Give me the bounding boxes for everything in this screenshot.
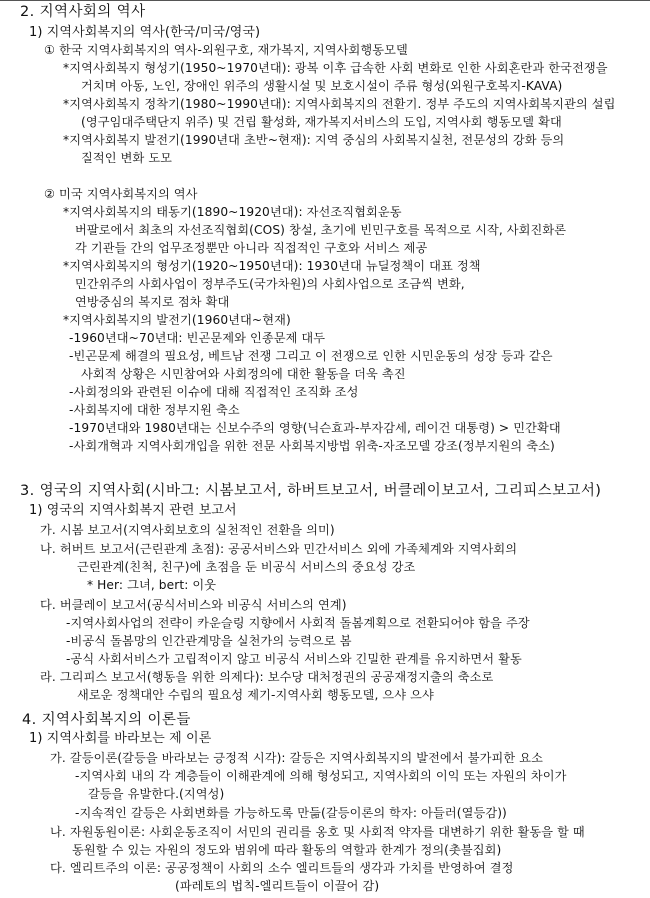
subheading-theories: 1) 지역사회를 바라보는 제 이론 bbox=[29, 731, 212, 746]
text-line: 버팔로에서 최초의 자선조직협회(COS) 창설, 초기에 빈민구호를 목적으로 시작, 사회진화론 bbox=[75, 223, 567, 237]
text-line: 나. 자원동원이론: 사회운동조직이 서민의 권리를 옹호 및 사회적 약자를 대변하기 위한 활동을 할 때 bbox=[50, 825, 585, 839]
text-line: *지역사회복지 형성기(1950~1970년대): 광복 이후 급속한 사회 변화로 인한 사회혼란과 한국전쟁을 bbox=[63, 61, 608, 75]
text-line: *지역사회복지 정착기(1980~1990년대): 지역사회복지의 전환기. 정부 주도의 지역사회복지관의 설립 bbox=[63, 97, 616, 111]
text-line: -공식 사회서비스가 고립적이지 않고 비공식 서비스와 긴밀한 관계를 유지하면서 활동 bbox=[66, 652, 522, 666]
text-line: 동원할 수 있는 자원의 정도와 범위에 따라 활동의 역할과 한계가 정의(촛불집회) bbox=[72, 843, 502, 857]
text-line: 연방중심의 복지로 점차 확대 bbox=[75, 295, 230, 309]
text-line: -지역사회사업의 전략이 카운슬링 지향에서 사회적 돌봄계획으로 전환되어야 함을 주장 bbox=[66, 616, 530, 630]
text-line: 라. 그리피스 보고서(행동을 위한 의제다): 보수당 대처정권의 공공재정지출의 축소로 bbox=[40, 670, 494, 684]
text-line: 다. 버클레이 보고서(공식서비스와 비공식 서비스의 연계) bbox=[40, 598, 347, 612]
item-us-history: ② 미국 지역사회복지의 역사 bbox=[44, 187, 198, 201]
text-line: -사회정의와 관련된 이슈에 대해 직접적인 조직화 조성 bbox=[69, 385, 359, 399]
text-line: 질적인 변화 도모 bbox=[81, 151, 173, 165]
text-line: *지역사회복지 발전기(1990년대 초반~현재): 지역 중심의 사회복지실천, 전문성의 강화 등의 bbox=[63, 133, 565, 147]
section-heading-theories: 4. 지역사회복지의 이론들 bbox=[22, 712, 191, 728]
text-line: 근린관계(친척, 친구)에 초점을 둔 비공식 서비스의 중요성 강조 bbox=[77, 560, 416, 574]
text-line: -지역사회 내의 각 계층들이 이해관계에 의해 형성되고, 지역사회의 이익 또는 자원의 차이가 bbox=[75, 769, 567, 783]
item-korea-history: ① 한국 지역사회복지의 역사-외원구호, 재가복지, 지역사회행동모델 bbox=[44, 43, 408, 57]
text-line: 각 기관들 간의 업무조정뿐만 아니라 직접적인 구호와 서비스 제공 bbox=[75, 241, 428, 255]
text-line: -사회복지에 대한 정부지원 축소 bbox=[69, 403, 240, 417]
text-line: 가. 시봄 보고서(지역사회보호의 실천적인 전환을 의미) bbox=[40, 523, 335, 537]
text-line: -1970년대와 1980년대는 신보수주의 영향(닉슨효과-부자감세, 레이건 대통령) > 민간확대 bbox=[69, 421, 561, 435]
text-line: 갈등을 유발한다.(지역성) bbox=[88, 787, 225, 801]
text-line: -1960년대~70년대: 빈곤문제와 인종문제 대두 bbox=[69, 331, 326, 345]
text-line: *지역사회복지의 태동기(1890~1920년대): 자선조직협회운동 bbox=[63, 205, 402, 219]
text-line: 나. 허버트 보고서(근린관계 초점): 공공서비스와 민간서비스 외에 가족체계와 지역사회의 bbox=[40, 542, 518, 556]
text-line: 거치며 아동, 노인, 장애인 위주의 생활시설 및 보호시설이 주류 형성(외원구호복지-KAVA) bbox=[81, 79, 563, 93]
text-line: -지속적인 갈등은 사회변화를 가능하도록 만듦(갈등이론의 학자: 아들러(열등감)) bbox=[75, 806, 507, 820]
text-line: (영구임대주택단지 위주) 및 건립 활성화, 재가복지서비스의 도입, 지역사회 행동모델 확대 bbox=[81, 115, 562, 129]
text-line: -빈곤문제 해결의 필요성, 베트남 전쟁 그리고 이 전쟁으로 인한 시민운동의 성장 등과 같은 bbox=[69, 349, 553, 363]
text-line: (파레토의 법칙-엘리트들이 이끌어 감) bbox=[175, 879, 380, 893]
text-line: -비공식 돌봄망의 인간관계망을 실천가의 능력으로 봄 bbox=[66, 634, 352, 648]
text-line: 민간위주의 사회사업이 정부주도(국가차원)의 사회사업으로 조금씩 변화, bbox=[75, 277, 465, 291]
section-heading-uk: 3. 영국의 지역사회(시바그: 시봄보고서, 하버트보고서, 버클레이보고서, 그리피스보고서) bbox=[20, 483, 602, 499]
section-heading-history: 2. 지역사회의 역사 bbox=[20, 4, 146, 20]
text-line: 새로운 정책대안 수립의 필요성 제기-지역사회 행동모델, 으샤 으샤 bbox=[77, 688, 434, 702]
subheading-regional-welfare-history: 1) 지역사회복지의 역사(한국/미국/영국) bbox=[29, 25, 261, 40]
text-line: *지역사회복지의 발전기(1960년대~현재) bbox=[63, 313, 291, 327]
text-line: * Her: 그녀, bert: 이웃 bbox=[87, 578, 217, 592]
text-line: -사회개혁과 지역사회개입을 위한 전문 사회복지방법 위축-자조모델 강조(정부지원의 축소) bbox=[69, 439, 555, 453]
subheading-uk-reports: 1) 영국의 지역사회복지 관련 보고서 bbox=[29, 503, 237, 518]
page-top-border bbox=[0, 0, 650, 1]
text-line: 가. 갈등이론(갈등을 바라보는 긍정적 시각): 갈등은 지역사회복지의 발전에서 불가피한 요소 bbox=[50, 751, 543, 765]
text-line: 사회적 상황은 시민참여와 사회정의에 대한 활동을 더욱 촉진 bbox=[81, 367, 406, 381]
text-line: 다. 엘리트주의 이론: 공공정책이 사회의 소수 엘리트들의 생각과 가치를 반영하여 결정 bbox=[50, 861, 514, 875]
text-line: *지역사회복지의 형성기(1920~1950년대): 1930년대 뉴딜정책이 대표 정책 bbox=[63, 259, 481, 273]
